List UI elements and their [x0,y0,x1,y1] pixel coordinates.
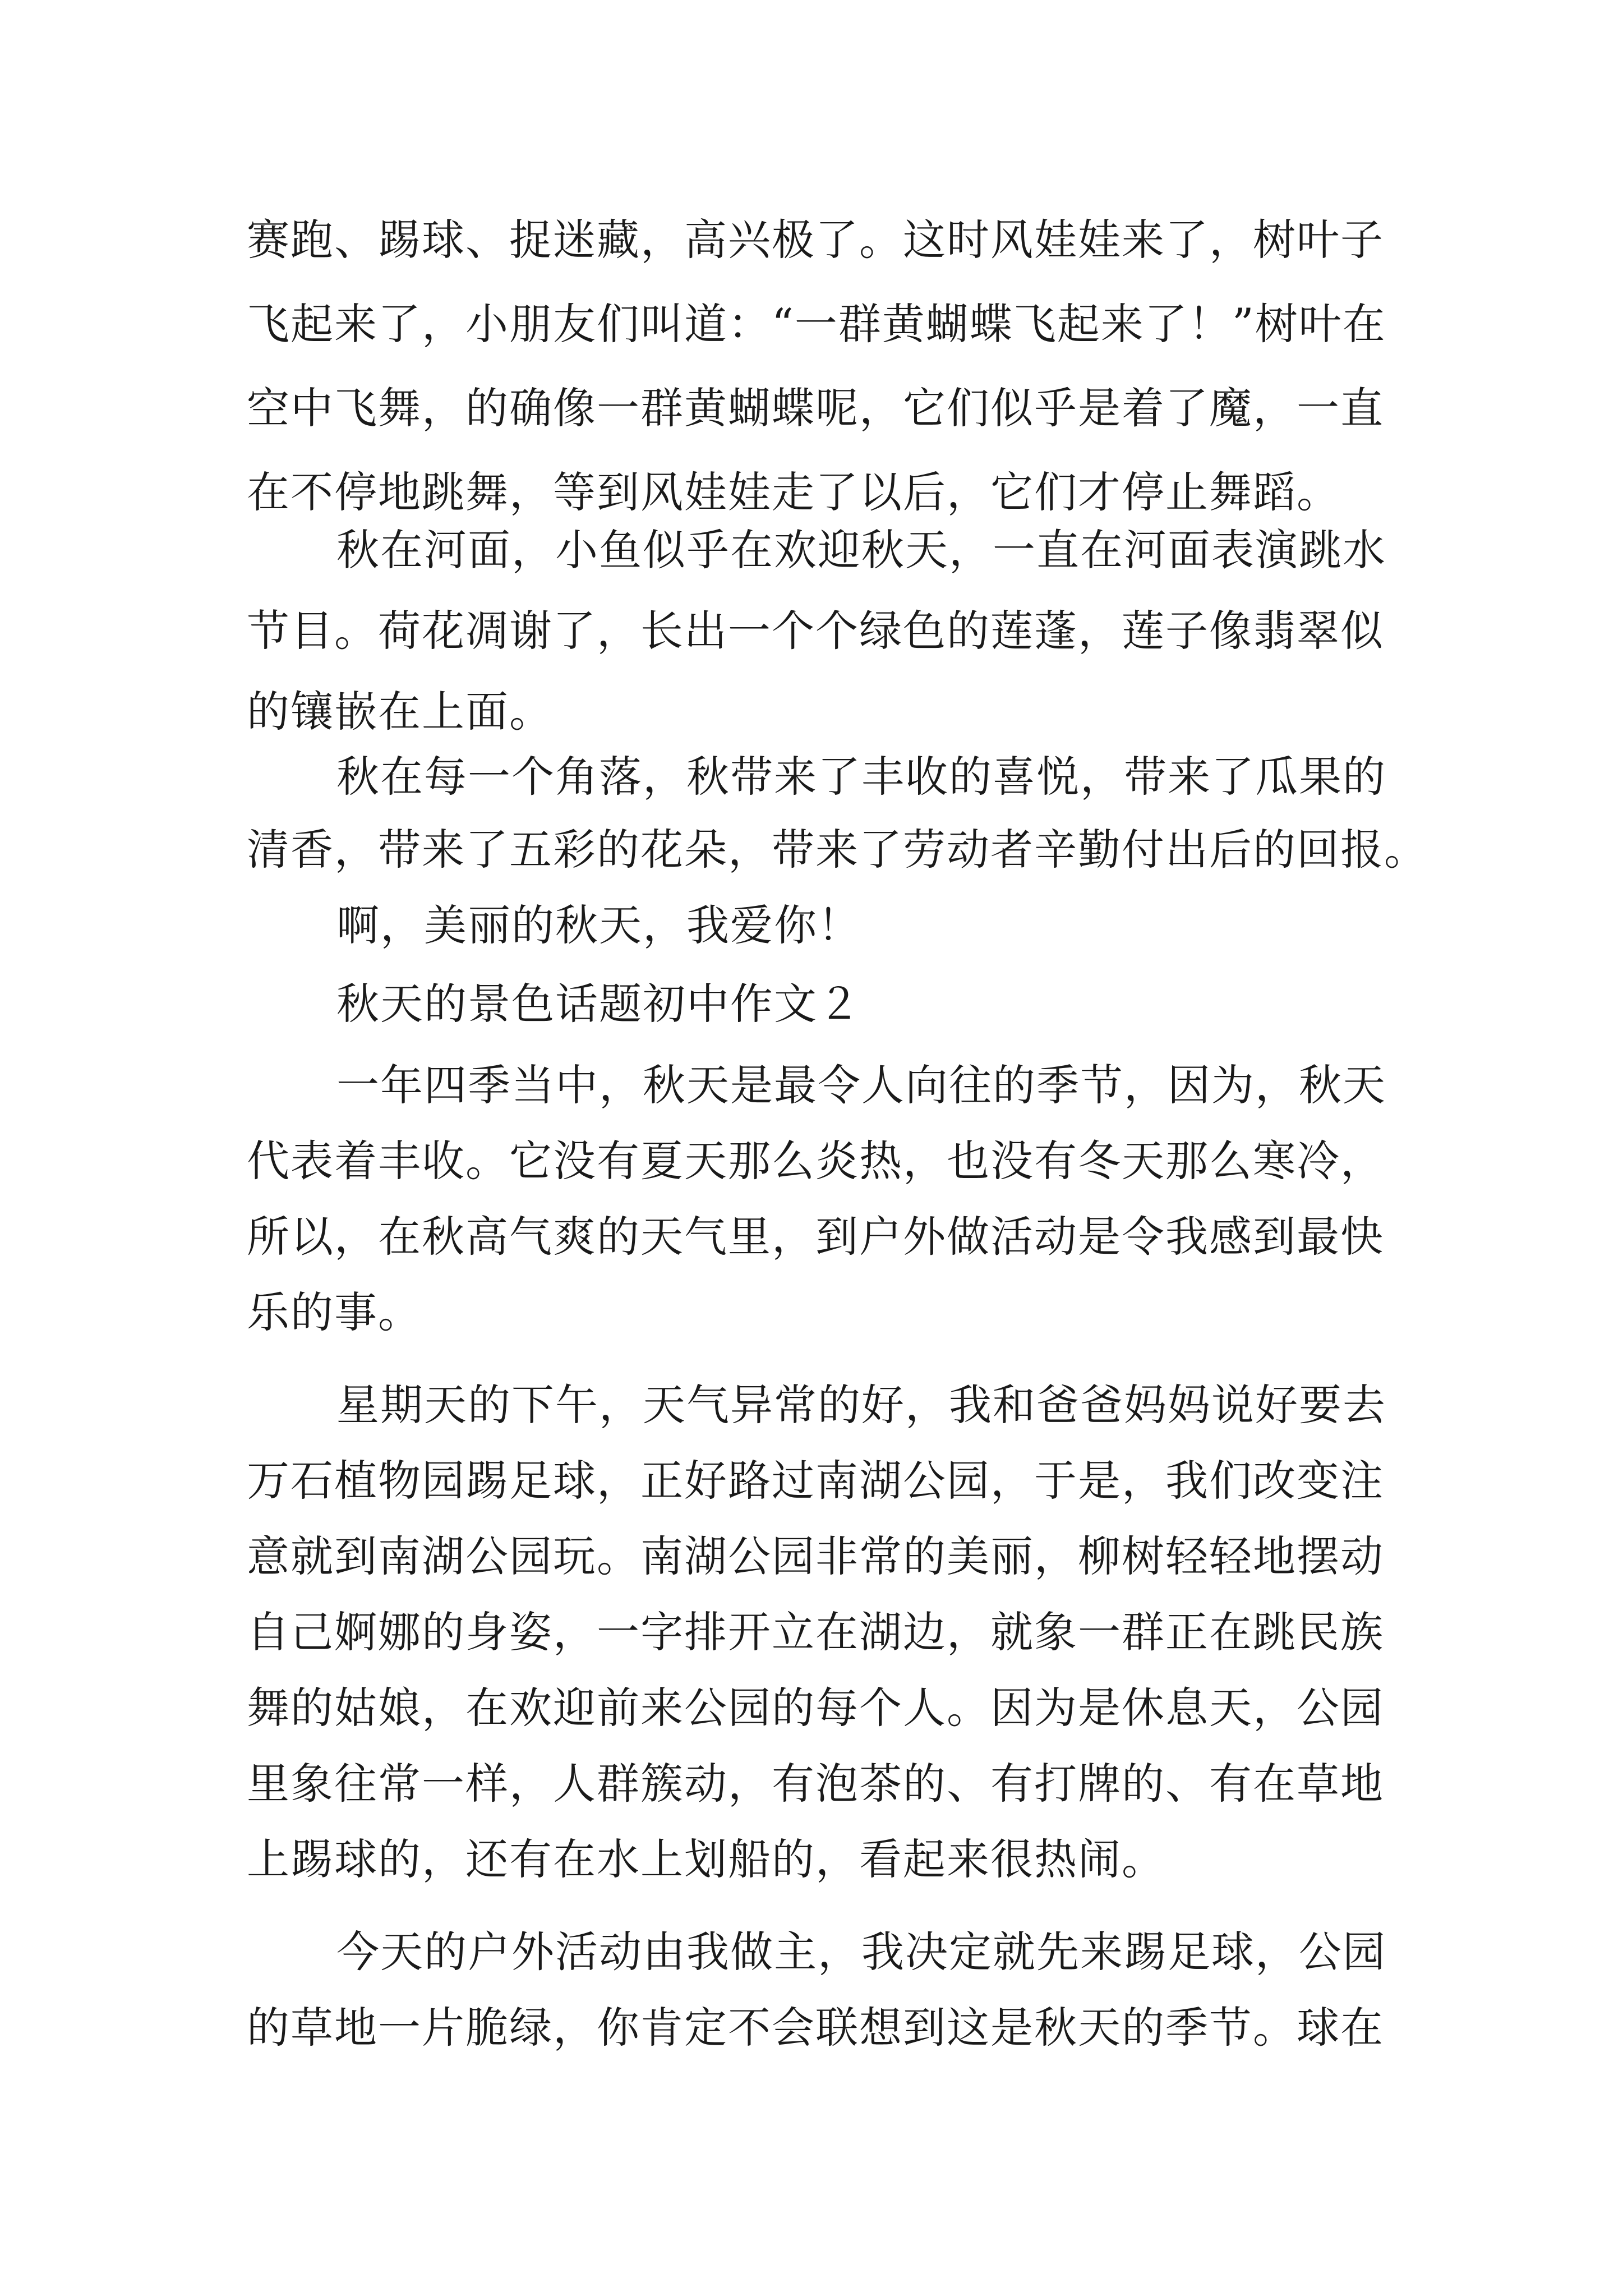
text-line-14: 所以，在秋高气爽的天气里，到户外做活动是令我感到最快 [247,1212,1384,1262]
text-line-7: 的镶嵌在上面。 [247,687,553,737]
paragraph-seasons-first-line: 一年四季当中，秋天是最令人向往的季节，因为，秋天 [336,1060,1386,1110]
text-line-15: 乐的事。 [247,1287,422,1337]
text-line-13: 代表着丰收。它没有夏天那么炎热，也没有冬天那么寒冷， [247,1136,1384,1186]
text-line-9: 清香，带来了五彩的花朵，带来了劳动者辛勤付出后的回报。 [247,825,1428,875]
text-line-20: 舞的姑娘，在欢迎前来公园的每个人。因为是休息天，公园 [247,1683,1384,1733]
paragraph-corner-first-line: 秋在每一个角落，秋带来了丰收的喜悦，带来了瓜果的 [336,752,1386,802]
text-line-24: 的草地一片脆绿，你肯定不会联想到这是秋天的季节。球在 [247,2003,1384,2053]
text-line-3: 空中飞舞，的确像一群黄蝴蝶呢，它们似乎是着了魔，一直 [247,383,1384,433]
essay-title-2: 秋天的景色话题初中作文２ [336,979,861,1029]
text-line-19: 自己婀娜的身姿，一字排开立在湖边，就象一群正在跳民族 [247,1607,1384,1657]
exclamation-line: 啊，美丽的秋天，我爱你！ [336,900,861,950]
paragraph-sunday-first-line: 星期天的下午，天气异常的好，我和爸爸妈妈说好要去 [336,1380,1386,1430]
text-line-1: 赛跑、踢球、捉迷藏，高兴极了。这时风娃娃来了，树叶子 [247,215,1384,265]
text-line-2: 飞起来了，小朋友们叫道：“一群黄蝴蝶飞起来了！”树叶在 [247,299,1386,349]
text-line-4: 在不停地跳舞，等到风娃娃走了以后，它们才停止舞蹈。 [247,467,1340,517]
paragraph-river-first-line: 秋在河面，小鱼似乎在欢迎秋天，一直在河面表演跳水 [336,525,1386,575]
text-line-18: 意就到南湖公园玩。南湖公园非常的美丽，柳树轻轻地摆动 [247,1531,1384,1581]
text-line-21: 里象往常一样，人群簇动，有泡茶的、有打牌的、有在草地 [247,1759,1384,1809]
text-line-6: 节目。荷花凋谢了，长出一个个绿色的莲蓬，莲子像翡翠似 [247,606,1384,656]
paragraph-today-first-line: 今天的户外活动由我做主，我决定就先来踢足球，公园 [336,1927,1386,1977]
text-line-22: 上踢球的，还有在水上划船的，看起来很热闹。 [247,1834,1165,1884]
text-line-17: 万石植物园踢足球，正好路过南湖公园，于是，我们改变注 [247,1456,1384,1506]
